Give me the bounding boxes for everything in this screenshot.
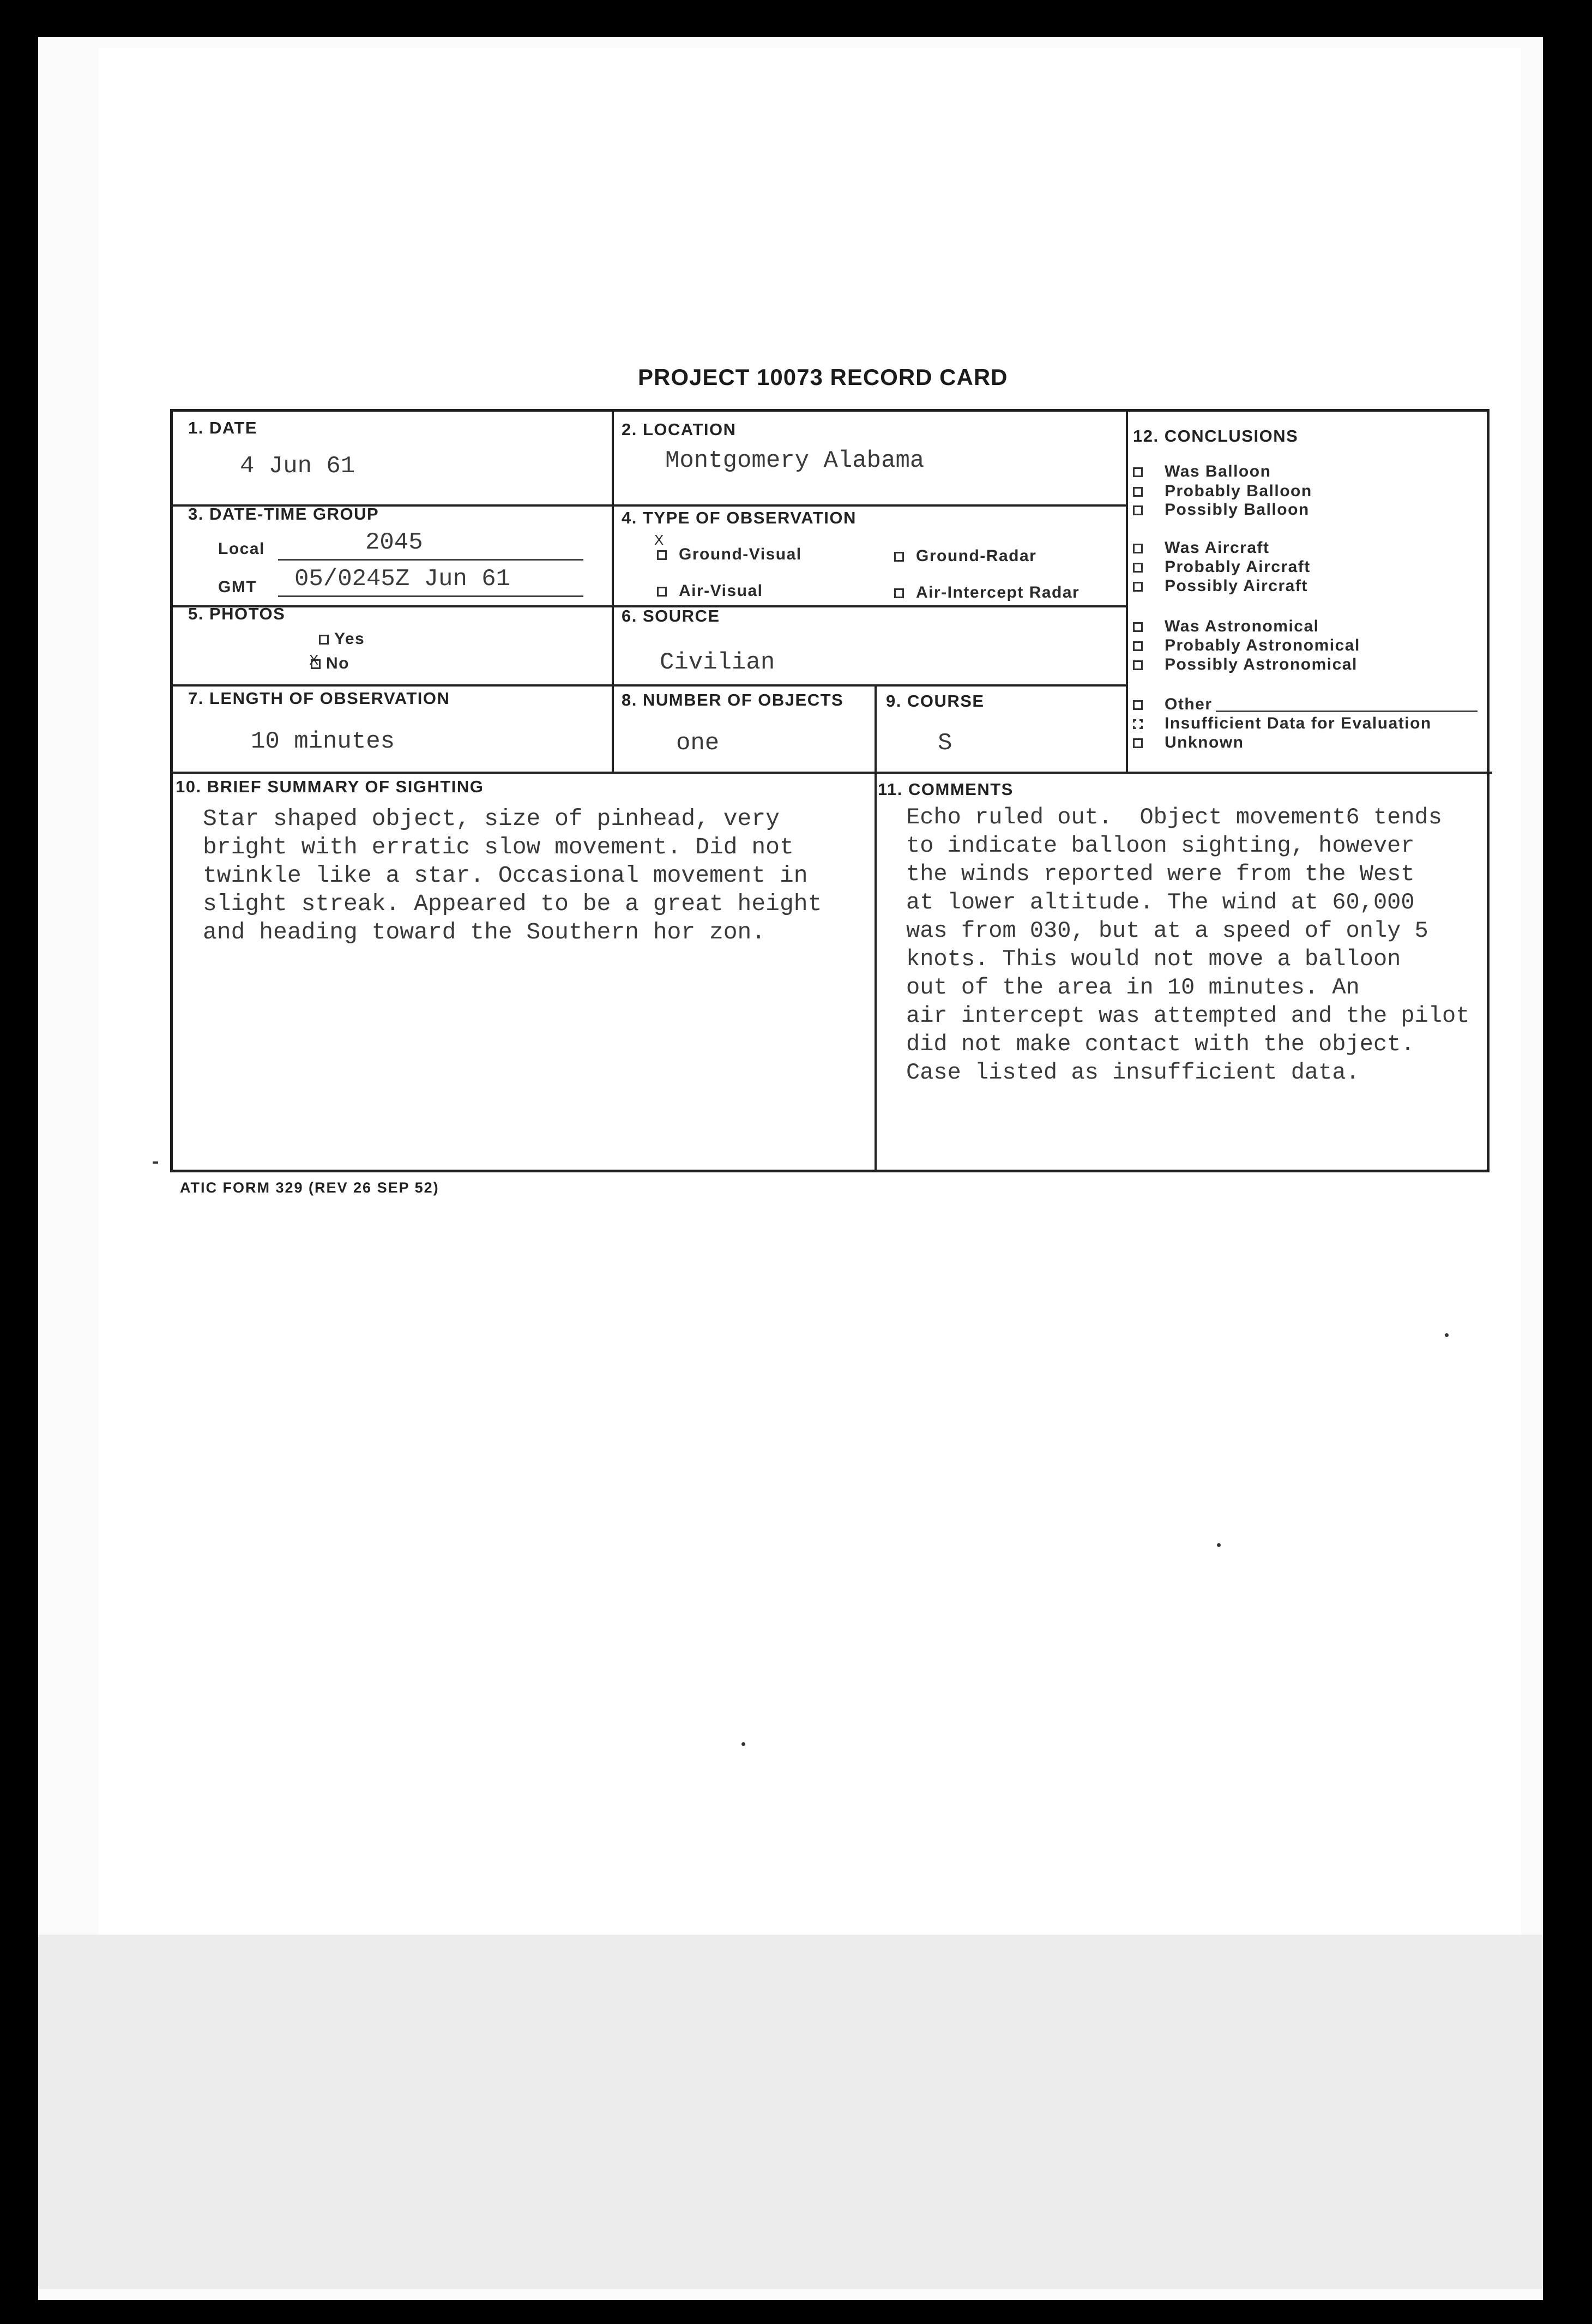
scan-speck [153,1161,158,1164]
conclusion-item: Was Aircraft [1133,539,1270,557]
ground-visual-label: Ground-Visual [679,545,802,563]
air-intercept-radar-label: Air-Intercept Radar [916,583,1080,601]
conclusion-item: Possibly Aircraft [1133,577,1308,595]
comments-label: 11. COMMENTS [878,780,1014,799]
source-label: 6. SOURCE [622,606,720,625]
checkbox-icon [1133,563,1143,573]
conclusion-item: Possibly Astronomical [1133,655,1358,674]
ground-visual-check-mark: X [654,532,665,548]
photos-no-label: No [326,654,349,672]
course-label: 9. COURSE [886,691,985,711]
gmt-label: GMT [218,578,257,596]
air-visual-option [657,582,763,600]
comments-text: Echo ruled out. Object movement6 tends to indicate balloon sighting, however the winds reported were from the West at lower altitude. The wind at 60,000 was from 030, but at a speed of only 5 knots. This would not move a balloon out of the area in 10 minutes. An air intercept was attempted and the pilot did not make contact with the object. Case listed as insufficient data. [906,804,1470,1086]
ground-visual-option [657,545,802,564]
ground-radar-option [894,547,1036,565]
length-of-observation-value: 10 minutes [251,728,395,755]
conclusion-item: Probably Balloon [1133,482,1312,501]
conclusion-item: Probably Astronomical [1133,636,1360,655]
checkbox-icon [1133,544,1143,553]
checkbox-icon [657,550,667,560]
date-time-group-label: 3. DATE-TIME GROUP [188,504,379,523]
photos-yes-option [319,630,365,648]
local-time-value: 2045 [365,529,423,556]
number-of-objects-value: one [676,730,720,757]
source-value: Civilian [660,649,775,676]
checkbox-icon [1133,700,1143,710]
photos-label: 5. PHOTOS [188,604,286,623]
photos-yes-label: Yes [334,630,365,648]
scan-speck [741,1742,745,1746]
photos-no-check-mark: X [309,652,319,668]
checkbox-icon [894,588,904,598]
scan-speck [1217,1543,1221,1547]
local-label: Local [218,540,265,558]
number-of-objects-label: 8. NUMBER OF OBJECTS [622,690,844,709]
summary-text: Star shaped object, size of pinhead, very bright with erratic slow movement. Did not twinkle like a star. Occasional movement in slight streak. Appeared to be a great height and heading toward the Southern hor zon. [203,805,822,946]
checkbox-icon [1133,505,1143,515]
location-value: Montgomery Alabama [665,447,925,474]
gmt-time-value: 05/0245Z Jun 61 [294,565,511,593]
checkbox-icon [1133,641,1143,651]
type-of-observation-label: 4. TYPE OF OBSERVATION [622,508,857,527]
checkbox-icon [1133,622,1143,632]
ground-radar-label: Ground-Radar [916,547,1037,565]
checkbox-icon [1133,738,1143,748]
checkbox-icon [894,552,904,562]
course-value: S [938,730,952,757]
checked-box-icon [1133,719,1143,729]
date-label: 1. DATE [188,418,258,437]
conclusion-item-checked: Insufficient Data for Evaluation [1133,714,1432,733]
conclusion-item: Possibly Balloon [1133,501,1310,519]
scan-speck [1445,1333,1449,1337]
checkbox-icon [1133,487,1143,497]
paper-lower-margin [38,1935,1543,2289]
length-of-observation-label: 7. LENGTH OF OBSERVATION [188,689,450,708]
date-value: 4 Jun 61 [240,453,355,480]
location-label: 2. LOCATION [622,420,737,439]
summary-label: 10. BRIEF SUMMARY OF SIGHTING [176,777,484,796]
checkbox-icon [1133,467,1143,477]
conclusion-item: Was Astronomical [1133,617,1319,636]
conclusions-label: 12. CONCLUSIONS [1133,426,1299,445]
conclusion-item: Probably Aircraft [1133,558,1311,576]
form-id: ATIC FORM 329 (REV 26 SEP 52) [180,1179,439,1196]
conclusion-item: Other [1133,695,1213,714]
conclusion-item: Unknown [1133,733,1244,752]
checkbox-icon [319,635,329,645]
air-visual-label: Air-Visual [679,582,763,600]
card-title: PROJECT 10073 RECORD CARD [638,364,1008,390]
checkbox-icon [1133,660,1143,670]
checkbox-icon [1133,582,1143,592]
air-intercept-radar-option [894,583,1080,602]
checkbox-icon [657,587,667,597]
conclusion-item: Was Balloon [1133,462,1271,481]
